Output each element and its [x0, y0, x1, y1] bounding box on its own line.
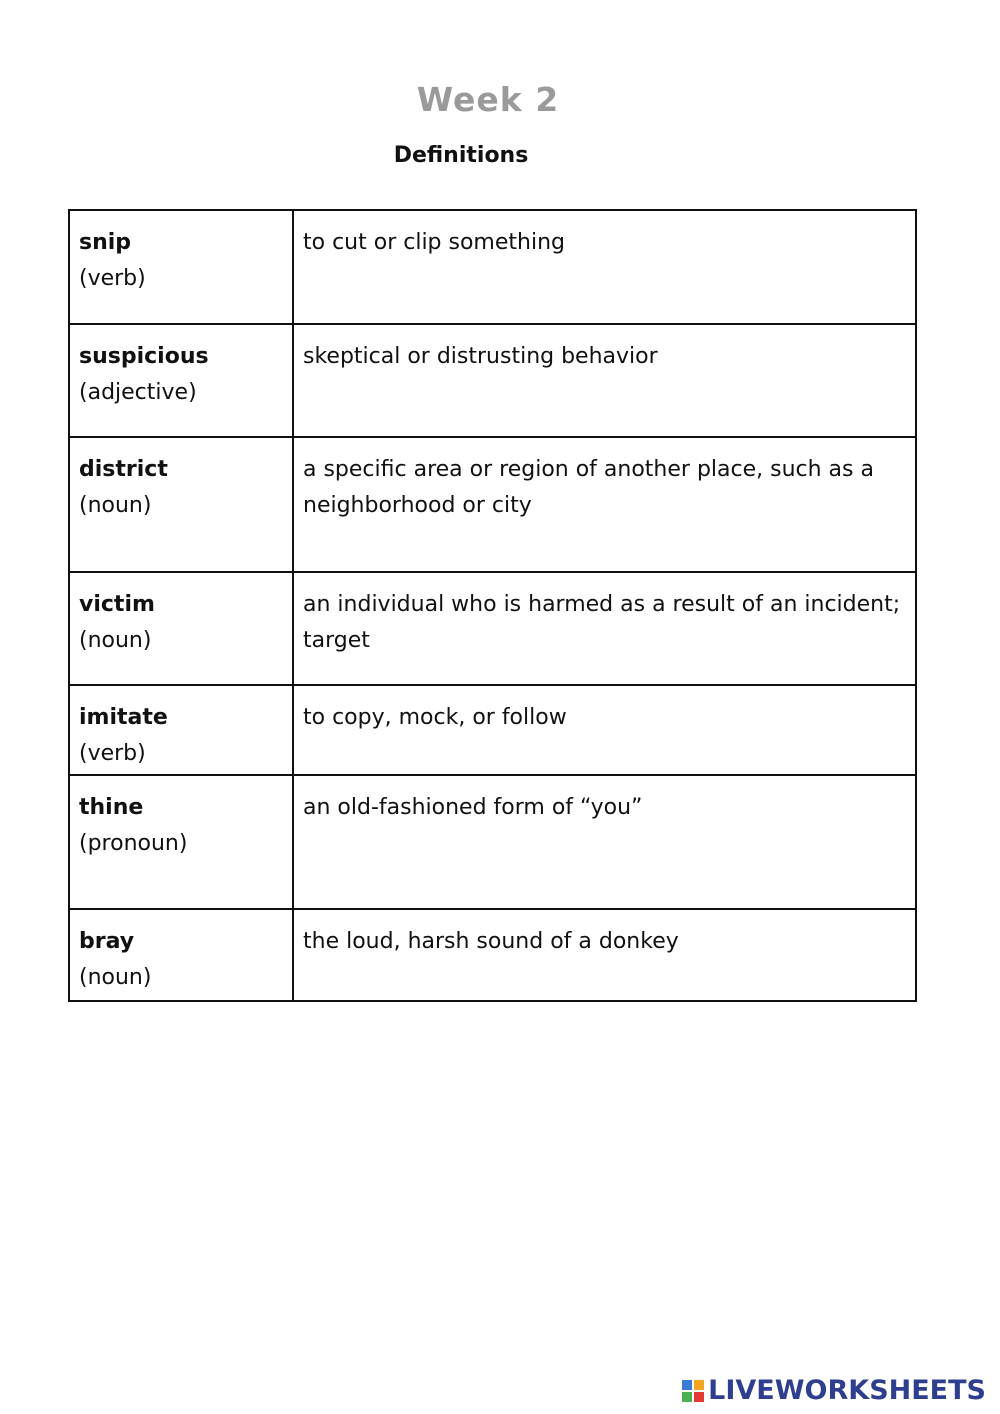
- vocab-word: thine: [79, 795, 144, 820]
- part-of-speech: (adjective): [79, 380, 197, 405]
- word-cell: [69, 909, 293, 1001]
- table-row: [69, 909, 916, 1001]
- table-row: [69, 437, 916, 572]
- word-cell: [69, 775, 293, 909]
- word-cell: [69, 210, 293, 324]
- table-row: [69, 210, 916, 324]
- definition-cell: a specific area or region of another place, such as a neighborhood or city: [293, 437, 916, 572]
- table-row: [69, 572, 916, 685]
- definition-cell: an old-fashioned form of “you”: [293, 775, 916, 909]
- section-title: Definitions: [393, 143, 529, 168]
- part-of-speech: (noun): [79, 965, 152, 990]
- word-cell: [69, 685, 293, 775]
- definition-cell: the loud, harsh sound of a donkey: [293, 909, 916, 1001]
- table-row: [69, 685, 916, 775]
- page-title: Week 2: [416, 80, 560, 119]
- word-cell: [69, 437, 293, 572]
- vocab-word: district: [79, 457, 168, 482]
- table-row: [69, 324, 916, 437]
- liveworksheets-brand[interactable]: [682, 1375, 986, 1406]
- part-of-speech: (noun): [79, 628, 152, 653]
- table-row: [69, 775, 916, 909]
- definition-cell: to copy, mock, or follow: [293, 685, 916, 775]
- vocab-word: bray: [79, 929, 135, 954]
- definitions-table: [68, 209, 917, 1002]
- definition-cell: to cut or clip something: [293, 210, 916, 324]
- part-of-speech: (pronoun): [79, 831, 188, 856]
- definition-cell: skeptical or distrusting behavior: [293, 324, 916, 437]
- liveworksheets-logo-icon: [682, 1380, 704, 1402]
- part-of-speech: (noun): [79, 493, 152, 518]
- vocab-word: snip: [79, 230, 132, 255]
- part-of-speech: (verb): [79, 266, 146, 291]
- vocab-word: victim: [79, 592, 155, 617]
- part-of-speech: (verb): [79, 741, 146, 766]
- brand-name: LIVEWORKSHEETS: [708, 1375, 986, 1406]
- vocab-word: suspicious: [79, 344, 209, 369]
- definition-cell: an individual who is harmed as a result of an incident; target: [293, 572, 916, 685]
- vocab-word: imitate: [79, 705, 168, 730]
- word-cell: [69, 572, 293, 685]
- word-cell: [69, 324, 293, 437]
